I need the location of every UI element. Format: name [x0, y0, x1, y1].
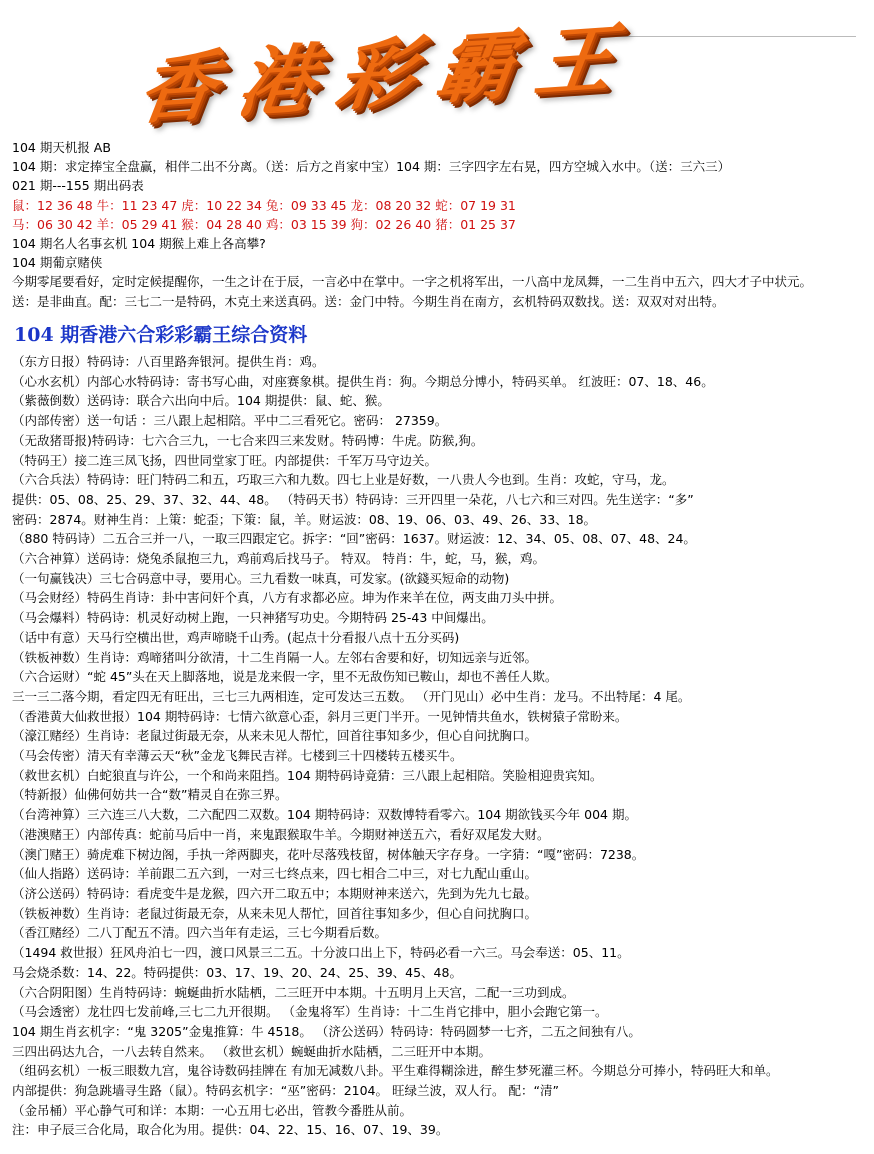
- text-line: （铁板神数）生肖诗：鸡啼猪叫分欲清，十二生肖隔一人。左邻右舍要和好，切知远亲与近邻。: [12, 649, 538, 665]
- text-line: 104 期葡京赌侠: [12, 255, 103, 271]
- text-line: 三四出码达九合，一八去转自然来。 （救世玄机）蜿蜒曲折水陆栖，二三旺开中本期。: [12, 1043, 491, 1059]
- text-line: 今期零尾要看好，定时定候提醒你，一生之计在于辰，一言必中在掌中。一字之机将军出，一八高中龙凤舞，一二生肖中五六，四大才子中状元。: [12, 274, 813, 290]
- text-line: （六合神算）送码诗：烧兔杀鼠抱三九，鸡前鸡后找马子。 特双。 特肖：牛，蛇，马，猴，鸡。: [12, 551, 545, 567]
- section-heading: 104 期香港六合彩彩霸王综合资料: [14, 324, 308, 346]
- text-line: （六合运财）“蛇 45”头在天上脚落地，说是龙来假一字，里不无敌伤知已鞍山，却也不善任人欺。: [12, 669, 558, 685]
- text-line: （心水玄机）内部心水特码诗：寄书写心曲，对座赛象棋。提供生肖：狗。今期总分博小，特码买单。 红波旺：07、18、46。: [12, 373, 714, 389]
- text-line: 密码：2874。财神生肖：上策：蛇歪；下策：鼠，羊。财运波：08、19、06、03、49、26、33、18。: [12, 511, 597, 527]
- text-line: 内部提供：狗急跳墙寻生路（鼠）。特码玄机字：“巫”密码：2104。 旺绿兰波，双人行。 配：“清”: [12, 1083, 559, 1099]
- text-line: 104 期：求定捧宝全盘赢，相伴二出不分离。（送：后方之肖家中宝）104 期：三字四字左右晃，四方空城入水中。（送：三六三）: [12, 159, 731, 175]
- text-line: 送：是非曲直。配：三七二一是特码，木克土来送真码。送：金门中特。今期生肖在南方，玄机特码双数找。送：双双对对出特。: [12, 293, 725, 309]
- text-line: （组码玄机）一板三眼数九宫，鬼谷诗数码挂牌在 有加无减数八卦。平生难得糊涂进，醉生梦死灌三杯。今期总分可捧小，特码旺大和单。: [12, 1063, 779, 1079]
- banner: [0, 0, 874, 136]
- text-line: （濠江赌经）生肖诗：老鼠过街最无奈，从来未见人帮忙，回首往事知多少，但心自问扰胸口。: [12, 728, 538, 744]
- text-line: （马会传密）清天有幸薄云天“秋”金龙飞舞民吉祥。七楼到三十四楼转五楼买牛。: [12, 748, 463, 764]
- text-line: （880 特码诗）二五合三并一八，一取三四跟定它。拆字：“回”密码：1637。财运波：12、34、05、08、07、48、24。: [12, 531, 696, 547]
- text-line: （台湾神算）三六连三八大数，二六配四二双数。104 期特码诗：双数博特看零六。104 期欲钱买今年 004 期。: [12, 807, 637, 823]
- text-line: （香港黄大仙救世报）104 期特码诗：七情六欲意心歪，斜月三更门半开。一见钟情共鱼水，铁树猿子常盼来。: [12, 708, 628, 724]
- text-line: 104 期名人名事玄机 104 期猴上难上各高攀?: [12, 236, 266, 252]
- text-line: （马会财经）特码生肖诗：卦中害问奸个真，八方有求都必应。坤为作来羊在位，两支曲刀头中拼。: [12, 590, 563, 606]
- text-line: （金吊桶）平心静气可和详：本期：一心五用七必出，管教今番胜从前。: [12, 1102, 413, 1118]
- text-line: （救世玄机）白蛇狼直与许公，一个和尚来阻挡。104 期特码诗竟猜：三八跟上起相陪。笑脸相迎贵宾知。: [12, 767, 603, 783]
- text-line: （澳门赌王）骑虎难下树边阁，手执一斧两脚夹，花叶尽落残枝留，树体触天字存身。一字猜：“嘎”密码：7238。: [12, 846, 645, 862]
- text-line: 提供：05、08、25、29、37、32、44、48。 （特码天书）特码诗：三开四里一朵花，八七六和三对四。先生送字：“多”: [12, 491, 694, 507]
- body-section: [12, 352, 870, 1140]
- text-line: （东方日报）特码诗：八百里路奔银河。提供生肖：鸡。: [12, 354, 325, 369]
- text-line: （港澳赌王）内部传真：蛇前马后中一肖，来鬼跟猴取牛羊。今期财神送五六，看好双尾发大财。: [12, 826, 550, 842]
- text-line: （内部传密）送一句话 ：三八跟上起相陪。平中二三看死它。密码： 27359。: [12, 413, 448, 429]
- code-table-row: 鼠：12 36 48 牛：11 23 47 虎：10 22 34 兔：09 33 45 龙：08 20 32 蛇：07 19 31: [12, 197, 516, 213]
- text-line: 104 期天机报 AB: [12, 140, 111, 155]
- text-line: （济公送码）特码诗：看虎变牛是龙猴，四六开二取五中；本期财神来送六，先到为先九七最。: [12, 885, 538, 901]
- text-line: （一句赢钱决）三七合码意中寻，要用心。三九看数一味真，可发家。(欲錢买短命的动物): [12, 570, 510, 586]
- text-line: （马会爆料）特码诗：机灵好动树上跑，一只神猪写功史。今期特码 25-43 中间爆出。: [12, 610, 494, 626]
- text-line: （紫薇倒数）送码诗：联合六出向中后。104 期提供：鼠、蛇、猴。: [12, 393, 390, 409]
- text-line: 104 期生肖玄机字：“鬼 3205”金鬼推算：牛 4518。 （济公送码）特码诗：特码圆梦一七齐，二五之间独有八。: [12, 1023, 641, 1039]
- text-line: （特码王）接二连三凤飞扬，四世同堂家丁旺。内部提供：千军万马守边关。: [12, 452, 438, 468]
- text-line: （香江赌经）二八丁配五不清。四六当年有走运，三七今期看后数。: [12, 925, 388, 941]
- text-line: 三一三二落今期，看定四无有旺出，三七三九两相连，定可发达三五数。 （开门见山）必中生肖：龙马。不出特尾：4 尾。: [12, 688, 691, 704]
- text-line: （1494 救世报）狂风舟泊七一四，渡口风景三二五。十分波口出上下，特码必看一六三。马会奉送：05、11。: [12, 945, 630, 961]
- text-line: （仙人指路）送码诗：羊前跟二五六到，一对三七终点来，四七相合二中三，对七九配山重山。: [12, 866, 538, 882]
- code-table-row: 马：06 30 42 羊：05 29 41 猴：04 28 40 鸡：03 15 39 狗：02 26 40 猪：01 25 37: [12, 216, 516, 232]
- text-line: （话中有意）天马行空横出世，鸡声啼晓千山秀。(起点十分看报八点十五分买码): [12, 629, 460, 645]
- text-line: 021 期---155 期出码表: [12, 178, 144, 194]
- text-line: （马会透密）龙壮四七发前峰,三七二九开很期。 （金鬼将军）生肖诗：十二生肖它排中，胆小会跑它第一。: [12, 1004, 608, 1020]
- text-line: （六合阴阳图）生肖特码诗：蜿蜒曲折水陆栖，二三旺开中本期。十五明月上天宫，二配一三功到成。: [12, 984, 575, 1000]
- text-line: 马会烧杀数：14、22。特码提供：03、17、19、20、24、25、39、45、48。: [12, 964, 462, 980]
- text-line: （六合兵法）特码诗：旺门特码二和五，巧取三六和九数。四七上业是好数，一八贵人今也到。生肖：攻蛇，守马，龙。: [12, 472, 675, 488]
- text-line: （铁板神数）生肖诗：老鼠过街最无奈，从来未见人帮忙，回首往事知多少，但心自问扰胸口。: [12, 905, 538, 921]
- text-line: （特新报）仙佛何妨共一合“数”精灵自在弥三界。: [12, 787, 288, 803]
- banner-title: 香港彩霸王: [132, 11, 642, 135]
- text-line: 注：申子辰三合化局，取合化为用。提供：04、22、15、16、07、19、39。: [12, 1122, 449, 1138]
- banner-rule: [600, 36, 856, 37]
- text-line: （无敌猪哥报)特码诗：七六合三九，一七合来四三来发财。特码博：牛虎。防猴,狗。: [12, 432, 484, 448]
- top-section: [12, 138, 870, 311]
